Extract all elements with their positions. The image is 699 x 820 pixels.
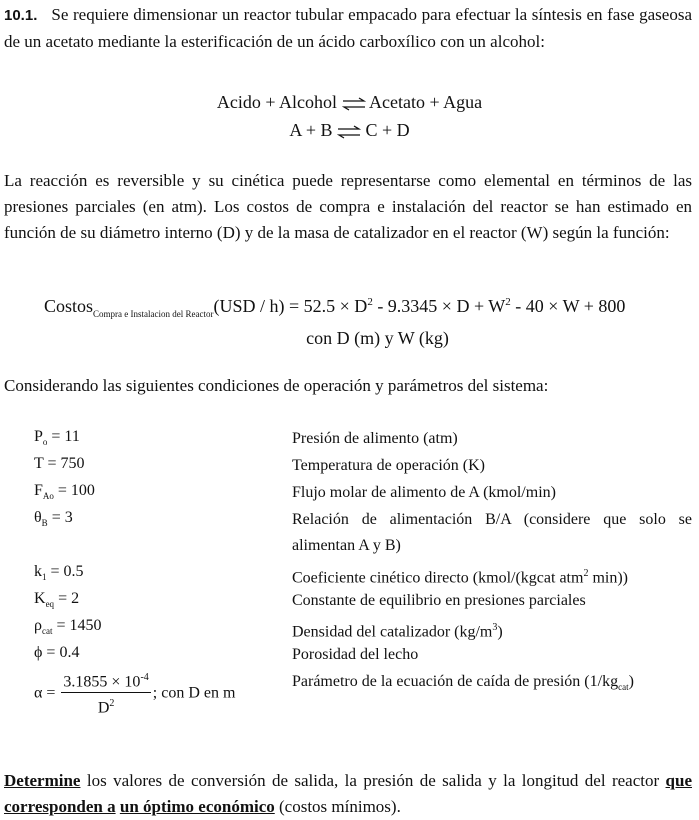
kinetics-paragraph: La reacción es reversible y su cinética puede representarse como elemental en términos de las presiones parciales (en atm). Los costos de compra e instalación del reactor se han estimado en función de su diámetro interno (D) y de la masa de catalizador en el reactor (W) según la función: <box>4 171 692 242</box>
param-thetab-symbol: $\theta_B = 3$ <box>34 509 73 529</box>
problem-statement <box>4 2 692 55</box>
equilibrium-arrow-icon <box>337 125 361 139</box>
intro-text: Se requiere dimensionar un reactor tubular empacado para efectuar la síntesis en fase gaseosa de un acetato mediante la esterificación de un ácido carboxílico con un alcohol: <box>4 5 692 51</box>
conditions-intro: Considerando las siguientes condiciones de operación y parámetros del sistema: <box>4 376 549 395</box>
param-alpha-desc: Parámetro de la ecuación de caída de presión $(1/kg_{cat})$ <box>292 673 634 693</box>
cost-condition: con D (m) y W (kg) <box>306 328 449 348</box>
param-phi-desc: Porosidad del lecho <box>292 646 419 663</box>
param-fa0-desc: Flujo molar de alimento de A (kmol/min) <box>292 484 556 501</box>
problem-number: 10.1. <box>4 7 38 24</box>
determine-word: Determine <box>4 771 81 790</box>
cost-term-1: = 52.5 × D <box>289 296 368 316</box>
param-alpha-symbol: α = $\frac{3.1855 \times 10^{-4}}{D^2}$ ; con D en m <box>34 668 235 720</box>
param-p0-desc: Presión de alimento (atm) <box>292 430 458 447</box>
emphasis-optimo: un óptimo económico <box>119 797 275 816</box>
reaction-letters-left: A + B <box>289 120 333 140</box>
reaction-words-left: Acido + Alcohol <box>216 92 337 112</box>
cost-subscript: Compra e Instalacion del Reactor <box>93 309 214 319</box>
cost-units: (USD / h) <box>213 296 285 316</box>
param-thetab-desc: Relación de alimentación B/A (considere que solo se alimentan A y B) <box>292 511 692 554</box>
cost-term-3: - 40 × W + 800 <box>510 296 626 316</box>
alpha-fraction: $\frac{3.1855 \times 10^{-4}}{D^2}$ <box>61 668 150 720</box>
cost-exp-w: 2 <box>505 296 511 308</box>
final-question: Determine los valores de conversión de salida, la presión de salida y la longitud del reactor que corresponden a un óptimo económico (costos mínimos). <box>4 771 692 816</box>
reaction-letters <box>0 120 699 141</box>
param-k1-desc: Coeficiente cinético directo (kmol/(kgcat atm$^2$ min)) <box>292 568 628 587</box>
param-k1-symbol: $k_1 = 0.5$ <box>34 563 84 583</box>
cost-function <box>44 296 625 319</box>
param-t-desc: Temperatura de operación (K) <box>292 457 485 474</box>
param-p0-symbol: $P_o = 11$ <box>34 428 80 448</box>
param-keq-desc: Constante de equilibrio en presiones parciales <box>292 592 586 609</box>
cost-name: Costos <box>44 296 94 316</box>
cost-term-2: - 9.3345 × D + W <box>372 296 506 316</box>
param-t-symbol: T = 750 <box>34 455 85 472</box>
emphasis-corresponden: que corresponden a <box>4 771 692 816</box>
param-phi-symbol: ϕ = 0.4 <box>34 644 80 661</box>
equilibrium-arrow-icon <box>342 97 366 111</box>
param-rhocat-symbol: $\rho_{cat} = 1450$ <box>34 617 102 637</box>
reaction-letters-right: C + D <box>365 120 410 140</box>
param-rhocat-desc: Densidad del catalizador $(kg/m^3)$ <box>292 622 503 641</box>
param-fa0-symbol: $F_{Ao} = 100$ <box>34 482 95 502</box>
reaction-words <box>0 92 699 113</box>
param-keq-symbol: $K_{eq} = 2$ <box>34 590 80 610</box>
cost-exp-d: 2 <box>367 296 373 308</box>
reaction-words-right: Acetato + Agua <box>369 92 483 112</box>
